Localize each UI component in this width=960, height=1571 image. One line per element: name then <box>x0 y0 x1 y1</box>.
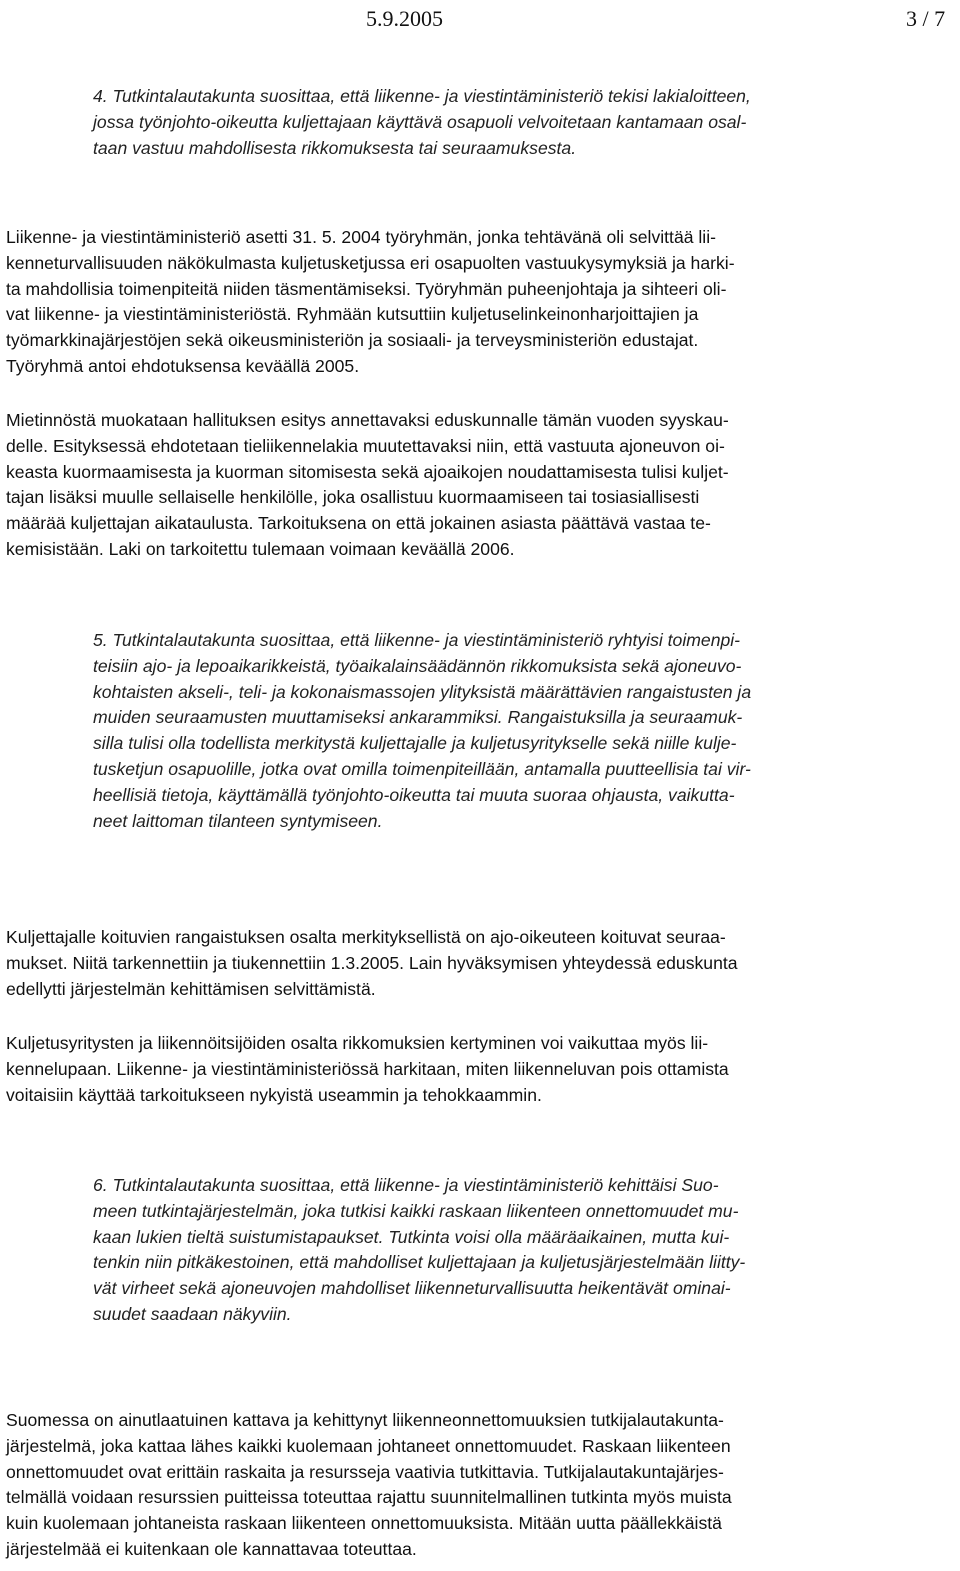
recommendation-line: heellisiä tietoja, käyttämällä työnjohto-oikeutta tai muuta suoraa ohjausta, vaikutta- <box>93 784 735 805</box>
recommendation-line: teisiin ajo- ja lepoaikarikkeistä, työaikalainsäädännön rikkomuksista sekä ajoneuvo- <box>93 655 742 676</box>
paragraph-line: määrää kuljettajan aikataulusta. Tarkoituksena on että jokainen asiasta päättävä vastaa te- <box>6 513 711 534</box>
recommendation-line: kohtaisten akseli-, teli- ja kokonaismassojen ylityksistä määrättävien rangaistusten ja <box>93 681 752 702</box>
paragraph-line: onnettomuudet ovat erittäin raskaita ja resursseja vaativia tutkittavia. Tutkijalautakuntajärjes- <box>6 1461 724 1482</box>
recommendation-6 <box>93 1173 953 1328</box>
paragraph-working-group <box>6 225 946 380</box>
paragraph-line: vat liikenne- ja viestintäministeriöstä. Ryhmään kutsuttiin kuljetuselinkeinonharjoittajien ja <box>6 304 699 325</box>
header-date: 5.9.2005 <box>366 6 443 31</box>
recommendation-line: tenkin niin pitkäkestoinen, että mahdolliset kuljettajaan ja kuljetusjärjestelmään liitty- <box>93 1252 746 1273</box>
paragraph-line: Kuljettajalle koituvien rangaistuksen osalta merkityksellistä on ajo-oikeuteen koituvat seuraa- <box>6 927 726 947</box>
recommendation-line: vät virheet sekä ajoneuvojen mahdolliset liikenneturvallisuutta heikentävät ominai- <box>93 1278 731 1299</box>
paragraph-line: edellytti järjestelmän kehittämisen selvittämistä. <box>6 978 376 999</box>
paragraph-line: Kuljetusyritysten ja liikennöitsijöiden osalta rikkomuksien kertyminen voi vaikuttaa myös lii- <box>6 1033 709 1053</box>
paragraph-line: työmarkkinajärjestöjen sekä oikeusministeriön ja sosiaali- ja terveysministeriön edustajat. <box>6 330 699 351</box>
page-header <box>0 4 960 32</box>
paragraph-line: Suomessa on ainutlaatuinen kattava ja kehittynyt liikenneonnettomuuksien tutkijalautakunta- <box>6 1410 724 1430</box>
paragraph-line: kennelupaan. Liikenne- ja viestintäministeriössä harkitaan, miten liikenneluvan pois ottamista <box>6 1058 729 1079</box>
paragraph-line: keasta kuormaamisesta ja kuorman sitomisesta sekä ajoaikojen noudattamisesta tulisi kuljet- <box>6 461 729 482</box>
paragraph-line: järjestelmää ei kuitenkaan ole kannattavaa toteuttaa. <box>6 1538 417 1559</box>
recommendation-line: suudet saadaan näkyviin. <box>93 1303 292 1324</box>
header-page-number: 3 / 7 <box>906 6 946 31</box>
paragraph-line: Mietinnöstä muokataan hallituksen esitys annettavaksi eduskunnalle tämän vuoden syyskau- <box>6 410 729 430</box>
paragraph-government-proposal <box>6 408 946 563</box>
recommendation-line: kaan lukien tieltä suistumistapaukset. Tutkinta voisi olla määräaikainen, mutta kui- <box>93 1226 730 1247</box>
recommendation-5 <box>93 628 953 834</box>
paragraph-line: kenneturvallisuuden näkökulmasta kuljetusketjussa eri osapuolten vastuukysymyksiä ja harki- <box>6 252 735 273</box>
recommendation-line: taan vastuu mahdollisesta rikkomuksesta tai seuraamuksesta. <box>93 137 577 158</box>
paragraph-line: mukset. Niitä tarkennettiin ja tiukennettiin 1.3.2005. Lain hyväksymisen yhteydessä eduskunta <box>6 952 738 973</box>
recommendation-line: jossa työnjohto-oikeutta kuljettajaan käyttävä osapuoli velvoitetaan kantamaan osal- <box>93 111 747 132</box>
paragraph-line: telmällä voidaan resurssien puitteissa toteuttaa rajattu suunnitelmallinen tutkinta myös muista <box>6 1487 732 1508</box>
paragraph-line: kuin kuolemaan johtaneista raskaan liikenteen onnettomuuksista. Mitään uutta päällekkäistä <box>6 1513 722 1534</box>
paragraph-line: voitaisiin käyttää tarkoitukseen nykyistä useammin ja tehokkaammin. <box>6 1084 542 1105</box>
paragraph-line: ta mahdollisia toimenpiteitä niiden täsmentämiseksi. Työryhmän puheenjohtaja ja sihteeri oli- <box>6 278 727 299</box>
recommendation-line: 4. Tutkintalautakunta suosittaa, että liikenne- ja viestintäministeriö tekisi lakialoitteen, <box>93 86 751 106</box>
paragraph-line: Liikenne- ja viestintäministeriö asetti 31. 5. 2004 työryhmän, jonka tehtävänä oli selvittää lii- <box>6 227 716 247</box>
recommendation-4 <box>93 84 953 161</box>
paragraph-line: järjestelmä, joka kattaa lähes kaikki kuolemaan johtaneet onnettomuudet. Raskaan liikenteen <box>6 1435 731 1456</box>
paragraph-driver-penalties <box>6 925 946 1002</box>
recommendation-line: neet laittoman tilanteen syntymiseen. <box>93 810 383 831</box>
paragraph-investigation-system <box>6 1408 946 1563</box>
paragraph-transport-license <box>6 1031 946 1108</box>
paragraph-line: tajan lisäksi muulle sellaiselle henkilölle, joka osallistuu kuormaamiseen tai tosiasiallisesti <box>6 487 700 508</box>
recommendation-line: muiden seuraamusten muuttamiseksi ankarammiksi. Rangaistuksilla ja seuraamuk- <box>93 707 743 728</box>
recommendation-line: 5. Tutkintalautakunta suosittaa, että liikenne- ja viestintäministeriö ryhtyisi toimenpi- <box>93 630 741 650</box>
paragraph-line: kemisistään. Laki on tarkoitettu tulemaan voimaan keväällä 2006. <box>6 538 515 559</box>
recommendation-line: 6. Tutkintalautakunta suosittaa, että liikenne- ja viestintäministeriö kehittäisi Suo- <box>93 1175 719 1195</box>
recommendation-line: silla tulisi olla todellista merkitystä kuljettajalle ja kuljetusyritykselle sekä niille kulje- <box>93 733 737 754</box>
recommendation-line: meen tutkintajärjestelmän, joka tutkisi kaikki raskaan liikenteen onnettomuudet mu- <box>93 1200 739 1221</box>
recommendation-line: tusketjun osapuolille, jotka ovat omilla toimenpiteillään, antamalla puutteellisia tai vir- <box>93 758 751 779</box>
paragraph-line: delle. Esityksessä ehdotetaan tieliikennelakia muutettavaksi niin, että vastuuta ajoneuvon oi- <box>6 435 725 456</box>
paragraph-line: Työryhmä antoi ehdotuksensa keväällä 2005. <box>6 355 360 376</box>
